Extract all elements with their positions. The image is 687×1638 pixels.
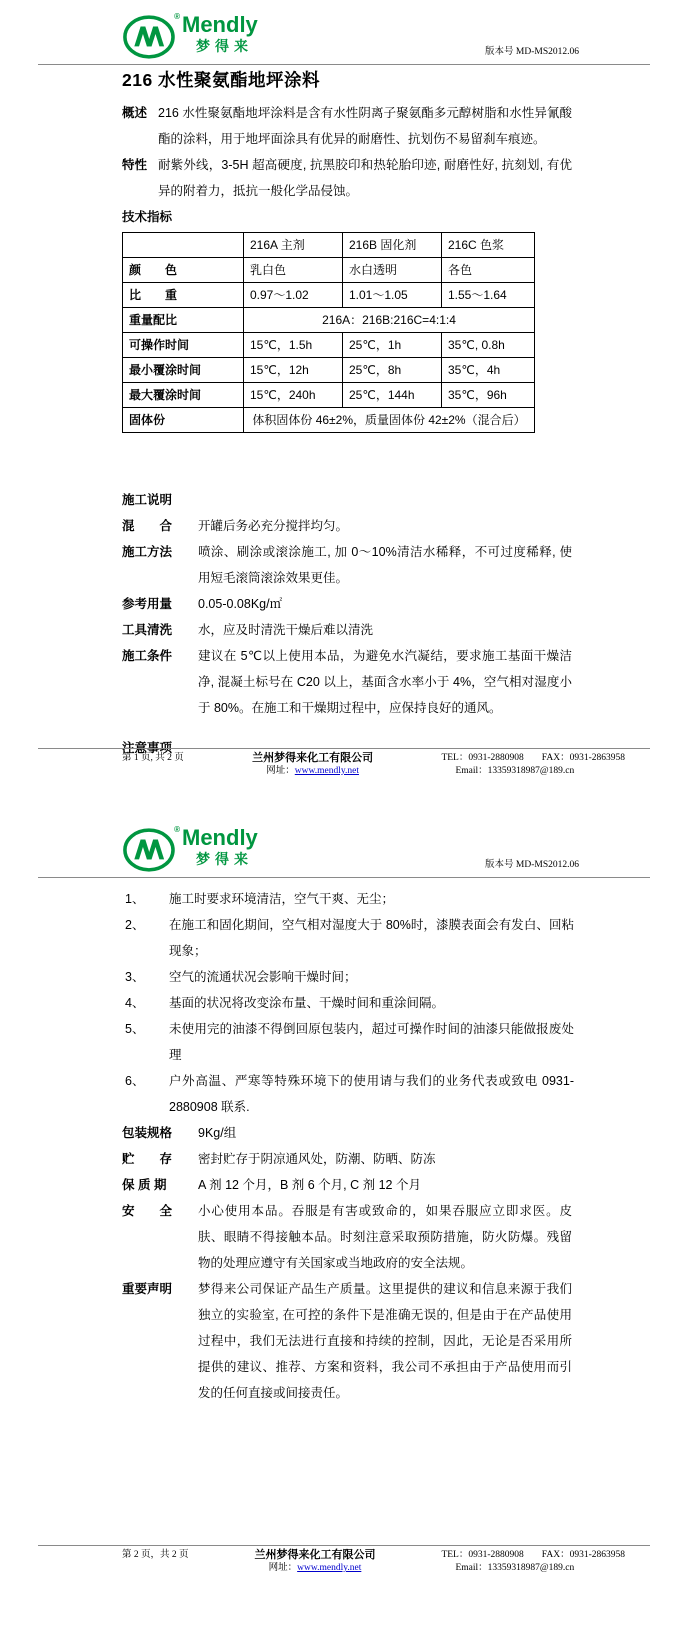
table-row (123, 408, 535, 433)
fax-label: FAX：0931-2863958 (541, 1550, 625, 1560)
logo-ellipse-m-icon (122, 14, 178, 60)
overview-text: 216 水性聚氨酯地坪涂料是含有水性阴离子聚氨酯多元醇树脂和水性异氰酸酯的涂料，用于地坪面涂具有优异的耐磨性、抗划伤不易留刹车痕迹。 (158, 106, 572, 146)
cell: 各色 (442, 258, 535, 283)
note-item (122, 990, 574, 1016)
construction-item (122, 591, 572, 617)
cell: 0.97～1.02 (244, 283, 343, 308)
cell-span: 216A：216B:216C=4:1:4 (244, 308, 535, 333)
note-text: 户外高温、严寒等特殊环境下的使用请与我们的业务代表或致电 0931-2880908 联系. (169, 1074, 574, 1114)
company-logo (122, 827, 258, 873)
registered-trademark-icon: ® (174, 12, 180, 21)
note-item (122, 1068, 574, 1120)
cell: 35℃，96h (442, 383, 535, 408)
footer-company-block (254, 1549, 375, 1575)
header-cell: 216A 主剂 (244, 233, 343, 258)
web-label: 网址： (268, 1563, 298, 1573)
info-label: 包装规格 (122, 1126, 173, 1140)
table-row (123, 308, 535, 333)
note-number: 4、 (125, 996, 145, 1010)
note-number: 2、 (125, 918, 145, 932)
brand-name-en: Mendly (182, 12, 258, 37)
brand-name-cn: 梦得来 (196, 38, 253, 54)
info-label: 保 质 期 (122, 1178, 167, 1192)
item-label: 参考用量 (122, 597, 173, 611)
table-row (123, 283, 535, 308)
page-number: 第 1 页, 共 2 页 (122, 753, 184, 763)
page2-footer (0, 1545, 687, 1575)
note-number: 5、 (125, 1022, 145, 1036)
brand-name-cn: 梦得来 (196, 851, 253, 867)
table-row (123, 383, 535, 408)
notes-heading: 注意事项 (122, 741, 173, 755)
cell-span: 体积固体份 46±2%，质量固体份 42±2%（混合后） (244, 408, 535, 433)
page1-footer (0, 748, 687, 778)
info-item (122, 1198, 572, 1276)
row-label: 最小覆涂时间 (123, 358, 244, 383)
header-cell: 216C 色浆 (442, 233, 535, 258)
info-text: 9Kg/组 (198, 1126, 237, 1140)
tech-heading: 技术指标 (122, 210, 173, 224)
item-label: 工具清洗 (122, 623, 173, 637)
info-item (122, 1120, 572, 1146)
company-name: 兰州梦得来化工有限公司 (254, 1549, 376, 1561)
info-text: 梦得来公司保证产品生产质量。这里提供的建议和信息来源于我们独立的实验室, 在可控的条件下是准确无误的, 但是由于在产品使用过程中，我们无法进行直接和持续的控制，因此，无论是否采用所提供的建议、推荐、方案和资料，我公司不承担由于产品使用而引发的任何直接或间接责任。 (198, 1282, 572, 1400)
company-logo (122, 14, 258, 60)
cell: 25℃，1h (343, 333, 442, 358)
page-header (0, 775, 687, 873)
info-label: 贮 存 (122, 1152, 173, 1166)
page-title: 216 水性聚氨酯地坪涂料 (122, 70, 321, 90)
note-text: 未使用完的油漆不得倒回原包装内，超过可操作时间的油漆只能做报废处理 (169, 1022, 574, 1062)
email-label: Email：13359318987@189.cn (455, 766, 575, 776)
footer-contact-block (441, 1549, 625, 1575)
header-cell (123, 233, 244, 258)
website-link[interactable]: www.mendly.net (294, 766, 359, 776)
logo-text (182, 827, 258, 866)
table-row (123, 333, 535, 358)
page-1 (0, 0, 687, 775)
registered-trademark-icon: ® (174, 825, 180, 834)
version-label: 版本号 MD-MS2012.06 (485, 860, 579, 870)
item-text: 水，应及时清洗干燥后难以清洗 (198, 623, 374, 637)
overview-label: 概述 (122, 106, 148, 120)
feature-label: 特性 (122, 158, 148, 172)
logo-monogram-icon (122, 827, 178, 873)
note-item (122, 912, 574, 964)
tel-label: TEL：0931-2880908 (441, 1550, 524, 1560)
header-cell: 216B 固化剂 (343, 233, 442, 258)
note-text: 在施工和固化期间，空气相对湿度大于 80%时，漆膜表面会有发白、回粘现象； (169, 918, 574, 958)
fax-label: FAX：0931-2863958 (541, 753, 625, 763)
construction-item (122, 539, 572, 591)
construction-item (122, 643, 572, 721)
row-label: 重量配比 (123, 308, 244, 333)
note-number: 3、 (125, 970, 145, 984)
feature-text: 耐紫外线，3-5H 超高硬度, 抗黑胶印和热轮胎印迹, 耐磨性好, 抗刻划, 有优异的附着力，抵抗一般化学品侵蚀。 (158, 158, 572, 198)
tel-label: TEL：0931-2880908 (441, 753, 524, 763)
info-label: 重要声明 (122, 1282, 173, 1296)
cell: 1.55～1.64 (442, 283, 535, 308)
tech-spec-table (122, 232, 535, 433)
construction-item (122, 617, 572, 643)
table-row (123, 258, 535, 283)
item-text: 建议在 5℃以上使用本品，为避免水汽凝结，要求施工基面干燥洁净, 混凝土标号在 C20 以上，基面含水率小于 4%，空气相对湿度小于 80%。在施工和干燥期过程中，应保持良好的通风。 (198, 649, 572, 715)
cell: 乳白色 (244, 258, 343, 283)
cell: 25℃，8h (343, 358, 442, 383)
cell: 15℃，12h (244, 358, 343, 383)
item-text: 开罐后务必充分搅拌均匀。 (198, 519, 349, 533)
logo-ellipse-m-icon (122, 827, 178, 873)
note-item (122, 964, 574, 990)
info-item (122, 1172, 572, 1198)
info-text: A 剂 12 个月，B 剂 6 个月, C 剂 12 个月 (198, 1178, 421, 1192)
row-label: 固体份 (123, 408, 244, 433)
company-name: 兰州梦得来化工有限公司 (252, 752, 374, 764)
overview-section (122, 100, 572, 152)
page-2 (0, 775, 687, 1638)
web-label: 网址： (266, 766, 295, 776)
item-label: 施工条件 (122, 649, 173, 663)
construction-heading: 施工说明 (122, 493, 173, 507)
cell: 35℃, 0.8h (442, 333, 535, 358)
table-row (123, 358, 535, 383)
note-text: 施工时要求环境清洁，空气干爽、无尘； (169, 892, 395, 906)
item-text: 喷涂、刷涂或滚涂施工, 加 0～10%清洁水稀释，不可过度稀释, 使用短毛滚筒滚涂效果更佳。 (198, 545, 572, 585)
cell: 1.01～1.05 (343, 283, 442, 308)
website-link[interactable]: www.mendly.net (297, 1563, 362, 1573)
item-text: 0.05-0.08Kg/㎡ (198, 597, 283, 611)
email-label: Email：13359318987@189.cn (455, 1563, 575, 1573)
item-label: 施工方法 (122, 545, 173, 559)
note-item (122, 886, 574, 912)
table-header-row (123, 233, 535, 258)
header-rule (38, 64, 650, 65)
page-header (0, 0, 687, 60)
cell: 35℃，4h (442, 358, 535, 383)
brand-name-en: Mendly (182, 825, 258, 850)
version-label: 版本号 MD-MS2012.06 (485, 47, 579, 57)
header-rule (38, 877, 650, 878)
row-label: 比 重 (123, 283, 244, 308)
page-number: 第 2 页，共 2 页 (122, 1550, 189, 1560)
row-label: 颜 色 (123, 258, 244, 283)
row-label: 可操作时间 (123, 333, 244, 358)
logo-monogram-icon (122, 14, 178, 60)
row-label: 最大覆涂时间 (123, 383, 244, 408)
note-number: 6、 (125, 1074, 145, 1088)
cell: 水白透明 (343, 258, 442, 283)
note-number: 1、 (125, 892, 145, 906)
note-item (122, 1016, 574, 1068)
construction-item (122, 513, 572, 539)
item-label: 混 合 (122, 519, 173, 533)
note-text: 基面的状况将改变涂布量、干燥时间和重涂间隔。 (169, 996, 445, 1010)
info-label: 安 全 (122, 1204, 173, 1218)
info-item (122, 1276, 572, 1406)
feature-section (122, 152, 572, 204)
info-item (122, 1146, 572, 1172)
cell: 25℃，144h (343, 383, 442, 408)
logo-text (182, 14, 258, 53)
info-text: 密封贮存于阴凉通风处，防潮、防晒、防冻 (198, 1152, 436, 1166)
note-text: 空气的流通状况会影响干燥时间； (169, 970, 357, 984)
cell: 15℃，240h (244, 383, 343, 408)
cell: 15℃，1.5h (244, 333, 343, 358)
info-text: 小心使用本品。吞服是有害或致命的，如果吞服应立即求医。皮肤、眼睛不得接触本品。时刻注意采取预防措施，防火防爆。残留物的处理应遵守有关国家或当地政府的安全法规。 (198, 1204, 572, 1270)
